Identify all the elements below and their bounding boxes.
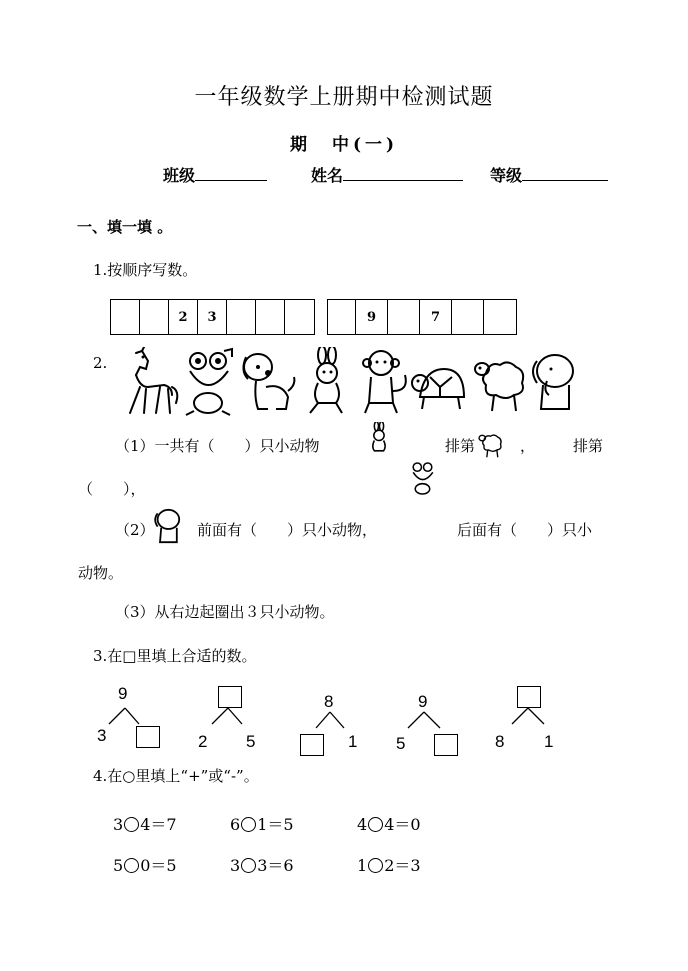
seq-cell[interactable]: 2 xyxy=(169,300,198,334)
eq-right: 2＝3 xyxy=(384,856,421,875)
bond-left: 3 xyxy=(97,726,107,745)
equation xyxy=(357,853,421,876)
dog-icon xyxy=(238,347,296,417)
q2-part3-text: （3）从右边起圈出３只小动物。 xyxy=(115,603,335,621)
bond-left: 5 xyxy=(396,734,406,753)
q2-part2-end: 动物。 xyxy=(78,564,124,582)
q2-part1-text: （1）一共有（ ）只小动物 xyxy=(115,437,320,455)
q1-prompt: 1.按顺序写数。 xyxy=(93,261,198,279)
eq-left: 6 xyxy=(230,815,241,834)
seq-cell[interactable] xyxy=(256,300,285,334)
bond-right: 5 xyxy=(246,732,256,751)
operator-circle[interactable] xyxy=(241,817,256,832)
sheep-icon xyxy=(472,428,508,460)
class-label: 班级 xyxy=(163,166,196,185)
number-bond xyxy=(492,684,572,754)
eq-left: 3 xyxy=(230,856,241,875)
rabbit-icon xyxy=(365,422,395,458)
equation xyxy=(113,812,177,835)
operator-circle[interactable] xyxy=(241,858,256,873)
class-blank[interactable] xyxy=(195,164,267,181)
bond-top: 8 xyxy=(324,692,334,711)
seq-cell[interactable] xyxy=(140,300,169,334)
q2-part1-comma: ， xyxy=(520,437,536,455)
equation xyxy=(113,853,177,876)
operator-circle[interactable] xyxy=(368,817,383,832)
number-sequence-a xyxy=(110,299,315,335)
bond-right: 1 xyxy=(348,732,358,751)
seq-cell[interactable]: 3 xyxy=(198,300,227,334)
grade-blank[interactable] xyxy=(522,164,608,181)
rabbit-icon xyxy=(300,347,358,417)
seq-cell[interactable] xyxy=(328,300,356,334)
eq-right: 4＝7 xyxy=(140,815,177,834)
frog-icon xyxy=(408,458,438,498)
seq-cell[interactable] xyxy=(388,300,420,334)
class-field xyxy=(163,163,267,186)
number-bond xyxy=(394,684,474,754)
sheep-icon xyxy=(470,347,528,417)
bond-left: 2 xyxy=(198,732,208,751)
page-title: 一年级数学上册期中检测试题 xyxy=(194,85,494,110)
page-subtitle: 期 中(一) xyxy=(289,135,399,155)
q3-prompt: 3.在□里填上合适的数。 xyxy=(93,647,257,665)
eq-right: 3＝6 xyxy=(257,856,294,875)
number-bond xyxy=(300,684,380,754)
elephant-icon xyxy=(527,347,585,417)
bond-answer-box[interactable] xyxy=(517,686,541,708)
q4-prompt: 4.在○里填上“+”或“-”。 xyxy=(93,767,259,785)
monkey-icon xyxy=(355,347,413,417)
seq-cell[interactable]: 7 xyxy=(420,300,452,334)
eq-left: 3 xyxy=(113,815,124,834)
seq-cell[interactable] xyxy=(452,300,484,334)
operator-circle[interactable] xyxy=(124,858,139,873)
equation xyxy=(357,812,421,835)
q2-part2-label: （2） xyxy=(115,521,155,539)
q2-part2-front: 前面有（ ）只小动物， xyxy=(197,521,378,539)
seq-cell[interactable]: 9 xyxy=(356,300,388,334)
name-label: 姓名 xyxy=(311,166,344,185)
eq-left: 1 xyxy=(357,856,368,875)
bond-top: 9 xyxy=(118,684,128,703)
bond-top: 9 xyxy=(418,692,428,711)
q2-part1-rank-label: 排第 xyxy=(445,437,476,455)
bond-answer-box[interactable] xyxy=(300,734,324,756)
operator-circle[interactable] xyxy=(124,817,139,832)
horse-icon xyxy=(122,347,180,417)
seq-cell[interactable] xyxy=(111,300,140,334)
bond-answer-box[interactable] xyxy=(218,686,242,708)
eq-left: 4 xyxy=(357,815,368,834)
eq-right: 1＝5 xyxy=(257,815,294,834)
operator-circle[interactable] xyxy=(368,858,383,873)
section-heading: 一、填一填 。 xyxy=(77,218,173,236)
elephant-icon xyxy=(150,505,188,547)
turtle-icon xyxy=(410,347,468,417)
grade-field xyxy=(490,163,608,186)
bond-answer-box[interactable] xyxy=(434,734,458,756)
q2-part1-answer: （ ）， xyxy=(78,480,146,498)
bond-answer-box[interactable] xyxy=(136,726,160,748)
bond-left: 8 xyxy=(495,732,505,751)
grade-label: 等级 xyxy=(490,166,523,185)
q2-number: 2. xyxy=(93,354,108,372)
q2-part2-back: 后面有（ ）只小 xyxy=(457,521,593,539)
equation xyxy=(230,853,294,876)
name-field xyxy=(311,163,463,186)
seq-cell[interactable] xyxy=(227,300,256,334)
frog-icon xyxy=(180,347,238,417)
seq-cell[interactable] xyxy=(285,300,314,334)
number-bond xyxy=(194,684,274,754)
seq-cell[interactable] xyxy=(484,300,516,334)
number-sequence-b xyxy=(327,299,517,335)
eq-left: 5 xyxy=(113,856,124,875)
equation xyxy=(230,812,294,835)
eq-right: 4＝0 xyxy=(384,815,421,834)
name-blank[interactable] xyxy=(343,164,463,181)
bond-right: 1 xyxy=(544,732,554,751)
number-bond xyxy=(93,684,173,754)
q2-part1-rank-label-2: 排第 xyxy=(573,437,604,455)
eq-right: 0＝5 xyxy=(140,856,177,875)
